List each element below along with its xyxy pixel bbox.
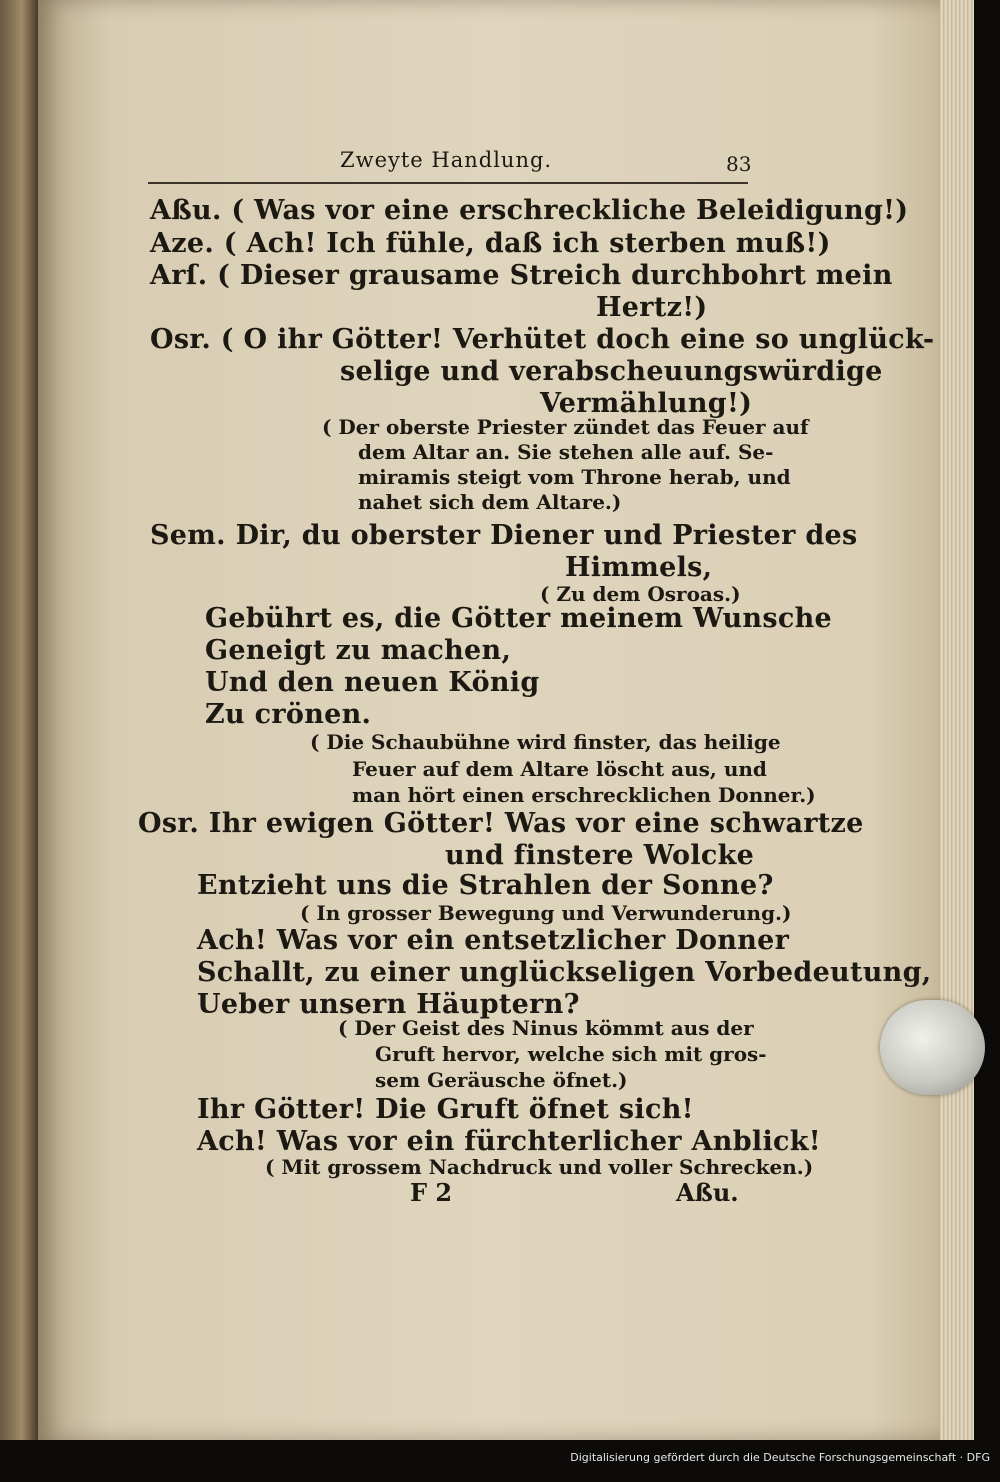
facing-page-edge bbox=[0, 0, 40, 1440]
line-text: ( Ach! Ich fühle, daß ich sterben muß!) bbox=[223, 228, 831, 259]
line-text: Zu crönen. bbox=[205, 699, 372, 730]
line-text: Vermählung!) bbox=[540, 388, 753, 419]
speaker-label: Sem. bbox=[150, 520, 226, 551]
text-line bbox=[150, 195, 908, 226]
text-line bbox=[197, 870, 774, 901]
stage-direction-line bbox=[338, 1016, 754, 1040]
text-line bbox=[205, 667, 540, 698]
text-line bbox=[138, 808, 864, 839]
line-text: Ueber unsern Häuptern? bbox=[197, 989, 580, 1020]
text-line bbox=[340, 356, 883, 387]
line-text: ( Mit grossem Nachdruck und voller Schrecken.) bbox=[265, 1155, 814, 1179]
stage-direction-line bbox=[352, 783, 816, 807]
stage-direction-line bbox=[375, 1042, 767, 1066]
line-text: Ihr Götter! Die Gruft öfnet sich! bbox=[197, 1094, 694, 1125]
speaker-label: Arſ. bbox=[150, 260, 208, 291]
text-line bbox=[596, 292, 707, 323]
text-line bbox=[150, 260, 893, 291]
stage-direction-line bbox=[300, 901, 791, 925]
text-line bbox=[197, 957, 932, 988]
speaker-label: Aßu. bbox=[150, 195, 222, 226]
speaker-label: Osr. bbox=[150, 324, 212, 355]
text-line bbox=[445, 840, 754, 871]
stage-direction-line bbox=[358, 440, 773, 464]
header-rule bbox=[148, 182, 748, 184]
line-text: man hört einen erschrecklichen Donner.) bbox=[352, 783, 816, 807]
line-text: ( O ihr Götter! Verhütet doch eine so unglück- bbox=[220, 324, 935, 355]
line-text: Dir, du oberster Diener und Priester des bbox=[235, 520, 858, 551]
page-number: 83 bbox=[726, 152, 752, 176]
stage-direction-line bbox=[322, 415, 809, 439]
line-text: selige und verabscheuungswürdige bbox=[340, 356, 883, 387]
text-line bbox=[150, 520, 858, 551]
running-head: Zweyte Handlung. bbox=[340, 148, 553, 172]
line-text: ( Der Geist des Ninus kömmt aus der bbox=[338, 1016, 754, 1040]
line-text: Himmels, bbox=[565, 552, 713, 583]
stage-direction-line bbox=[358, 490, 621, 514]
line-text: ( In grosser Bewegung und Verwunderung.) bbox=[300, 901, 792, 925]
line-text: Feuer auf dem Altare löscht aus, und bbox=[352, 757, 767, 781]
line-text: Schallt, zu einer unglückseligen Vorbedeutung, bbox=[197, 957, 932, 988]
catchword: Aßu. bbox=[676, 1178, 739, 1207]
digitization-credit: Digitalisierung gefördert durch die Deutsche Forschungsgemeinschaft · DFG bbox=[570, 1451, 990, 1464]
line-text: Ihr ewigen Götter! Was vor eine schwartze bbox=[208, 808, 864, 839]
stage-direction-line bbox=[358, 465, 791, 489]
page-clip bbox=[880, 1000, 985, 1095]
line-text: Gebührt es, die Götter meinem Wunsche bbox=[205, 603, 832, 634]
text-line bbox=[205, 699, 371, 730]
stage-direction-line bbox=[352, 757, 767, 781]
line-text: ( Dieser grausame Streich durchbohrt mein bbox=[217, 260, 893, 291]
speaker-label: Osr. bbox=[138, 808, 200, 839]
text-line bbox=[205, 635, 511, 666]
line-text: sem Geräusche öfnet.) bbox=[375, 1068, 628, 1092]
stage-direction-line bbox=[310, 730, 781, 754]
text-line bbox=[197, 925, 789, 956]
page-stack-edge bbox=[940, 0, 974, 1440]
line-text: Und den neuen König bbox=[205, 667, 540, 698]
text-line bbox=[205, 603, 832, 634]
text-line bbox=[197, 1126, 821, 1157]
line-text: Ach! Was vor ein entsetzlicher Donner bbox=[197, 925, 790, 956]
text-line bbox=[197, 1094, 694, 1125]
line-text: Gruft hervor, welche sich mit gros- bbox=[375, 1042, 767, 1066]
stage-direction-line bbox=[265, 1155, 813, 1179]
speaker-label: Aze. bbox=[150, 228, 215, 259]
line-text: miramis steigt vom Throne herab, und bbox=[358, 465, 791, 489]
line-text: Ach! Was vor ein fürchterlicher Anblick! bbox=[197, 1126, 821, 1157]
stage-direction-line bbox=[375, 1068, 628, 1092]
line-text: ( Was vor eine erschreckliche Beleidigung!) bbox=[231, 195, 909, 226]
line-text: Hertz!) bbox=[596, 292, 708, 323]
line-text: nahet sich dem Altare.) bbox=[358, 490, 622, 514]
text-line bbox=[150, 324, 934, 355]
signature-mark: F 2 bbox=[410, 1178, 453, 1207]
text-line bbox=[150, 228, 831, 259]
line-text: und finstere Wolcke bbox=[445, 840, 755, 871]
line-text: ( Die Schaubühne wird finster, das heilige bbox=[310, 730, 781, 754]
text-line bbox=[565, 552, 712, 583]
line-text: ( Zu dem Osroas.) bbox=[540, 582, 741, 606]
line-text: ( Der oberste Priester zündet das Feuer auf bbox=[322, 415, 809, 439]
line-text: Geneigt zu machen, bbox=[205, 635, 512, 666]
line-text: dem Altar an. Sie stehen alle auf. Se- bbox=[358, 440, 774, 464]
line-text: Entzieht uns die Strahlen der Sonne? bbox=[197, 870, 774, 901]
